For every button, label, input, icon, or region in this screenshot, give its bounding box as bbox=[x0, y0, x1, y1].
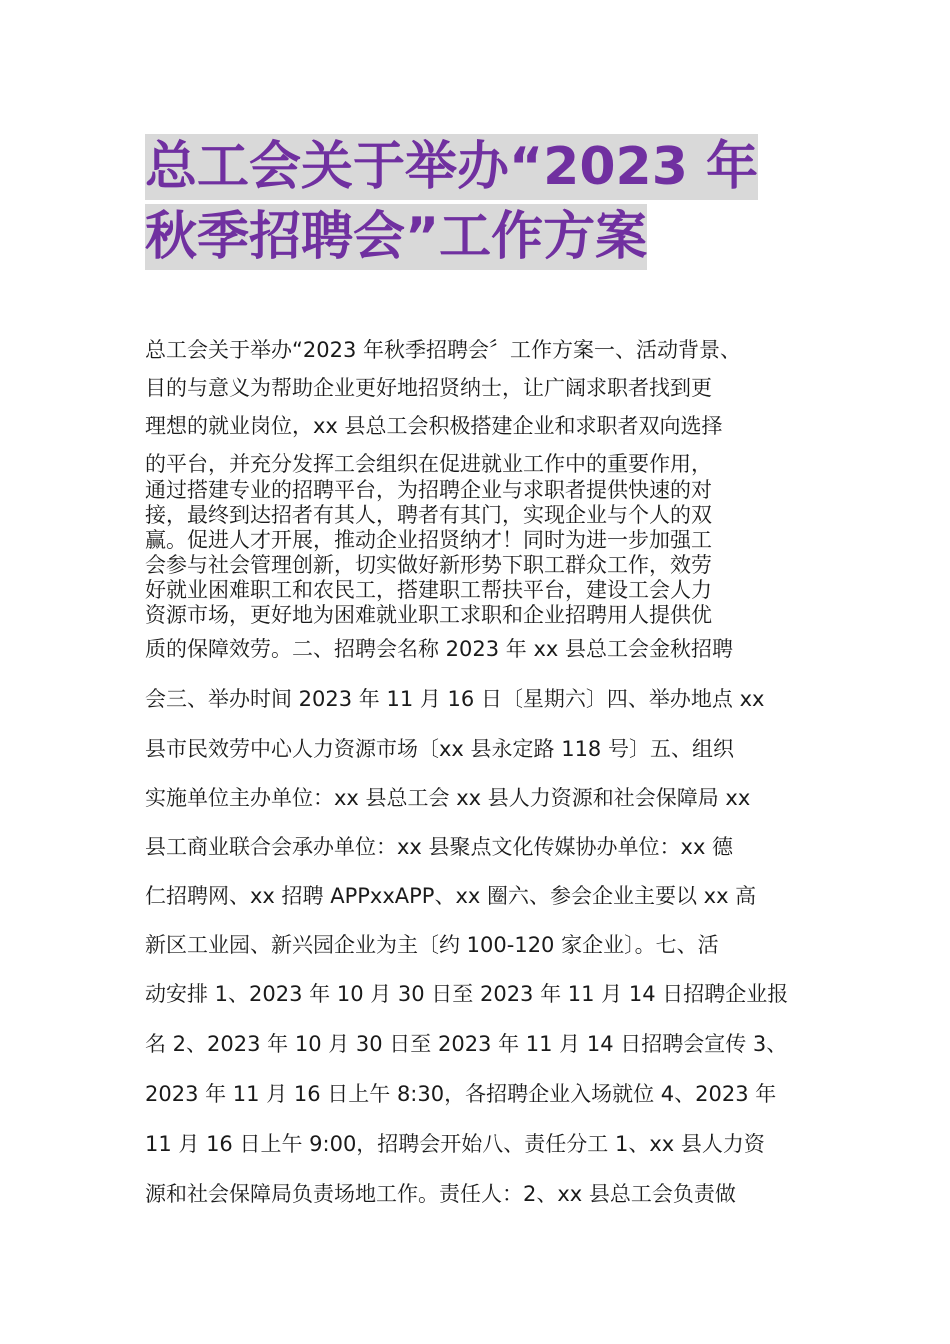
document-title-line-1: 总工会关于举办“2023 年 bbox=[145, 134, 758, 200]
body-line: 11 月 16 日上午 9:00，招聘会开始八、责任分工 1、xx 县人力资 bbox=[145, 1132, 765, 1156]
body-line: 质的保障效劳。二、招聘会名称 2023 年 xx 县总工会金秋招聘 bbox=[145, 637, 733, 661]
body-line: 县市民效劳中心人力资源市场〔xx 县永定路 118 号〕五、组织 bbox=[145, 737, 734, 761]
body-line: 会三、举办时间 2023 年 11 月 16 日〔星期六〕四、举办地点 xx bbox=[145, 687, 765, 711]
body-line: 仁招聘网、xx 招聘 APPxxAPP、xx 圈六、参会企业主要以 xx 高 bbox=[145, 884, 757, 908]
body-line: 好就业困难职工和农民工，搭建职工帮扶平台，建设工会人力 bbox=[145, 578, 712, 602]
body-line: 赢。促进人才开展，推动企业招贤纳才！同时为进一步加强工 bbox=[145, 528, 712, 552]
document-title-line-2: 秋季招聘会”工作方案 bbox=[145, 204, 647, 270]
body-line: 接，最终到达招者有其人，聘者有其门，实现企业与个人的双 bbox=[145, 503, 712, 527]
body-line: 总工会关于举办“2023 年秋季招聘会〞工作方案一、活动背景、 bbox=[145, 338, 741, 362]
body-line: 会参与社会管理创新，切实做好新形势下职工群众工作，效劳 bbox=[145, 553, 712, 577]
body-line: 通过搭建专业的招聘平台，为招聘企业与求职者提供快速的对 bbox=[145, 478, 712, 502]
body-line: 理想的就业岗位，xx 县总工会积极搭建企业和求职者双向选择 bbox=[145, 414, 723, 438]
body-line: 动安排 1、2023 年 10 月 30 日至 2023 年 11 月 14 日招聘企业报 bbox=[145, 982, 789, 1006]
body-line: 资源市场，更好地为困难就业职工求职和企业招聘用人提供优 bbox=[145, 603, 712, 627]
body-line: 新区工业园、新兴园企业为主〔约 100-120 家企业〕。七、活 bbox=[145, 933, 719, 957]
body-line: 源和社会保障局负责场地工作。责任人：2、xx 县总工会负责做 bbox=[145, 1182, 736, 1206]
body-line: 的平台，并充分发挥工会组织在促进就业工作中的重要作用， bbox=[145, 452, 712, 476]
body-line: 2023 年 11 月 16 日上午 8:30，各招聘企业入场就位 4、2023 年 bbox=[145, 1082, 777, 1106]
body-line: 名 2、2023 年 10 月 30 日至 2023 年 11 月 14 日招聘会宣传 3、 bbox=[145, 1032, 788, 1056]
body-line: 目的与意义为帮助企业更好地招贤纳士，让广阔求职者找到更 bbox=[145, 376, 712, 400]
body-line: 实施单位主办单位：xx 县总工会 xx 县人力资源和社会保障局 xx bbox=[145, 786, 751, 810]
body-line: 县工商业联合会承办单位：xx 县聚点文化传媒协办单位：xx 德 bbox=[145, 835, 734, 859]
